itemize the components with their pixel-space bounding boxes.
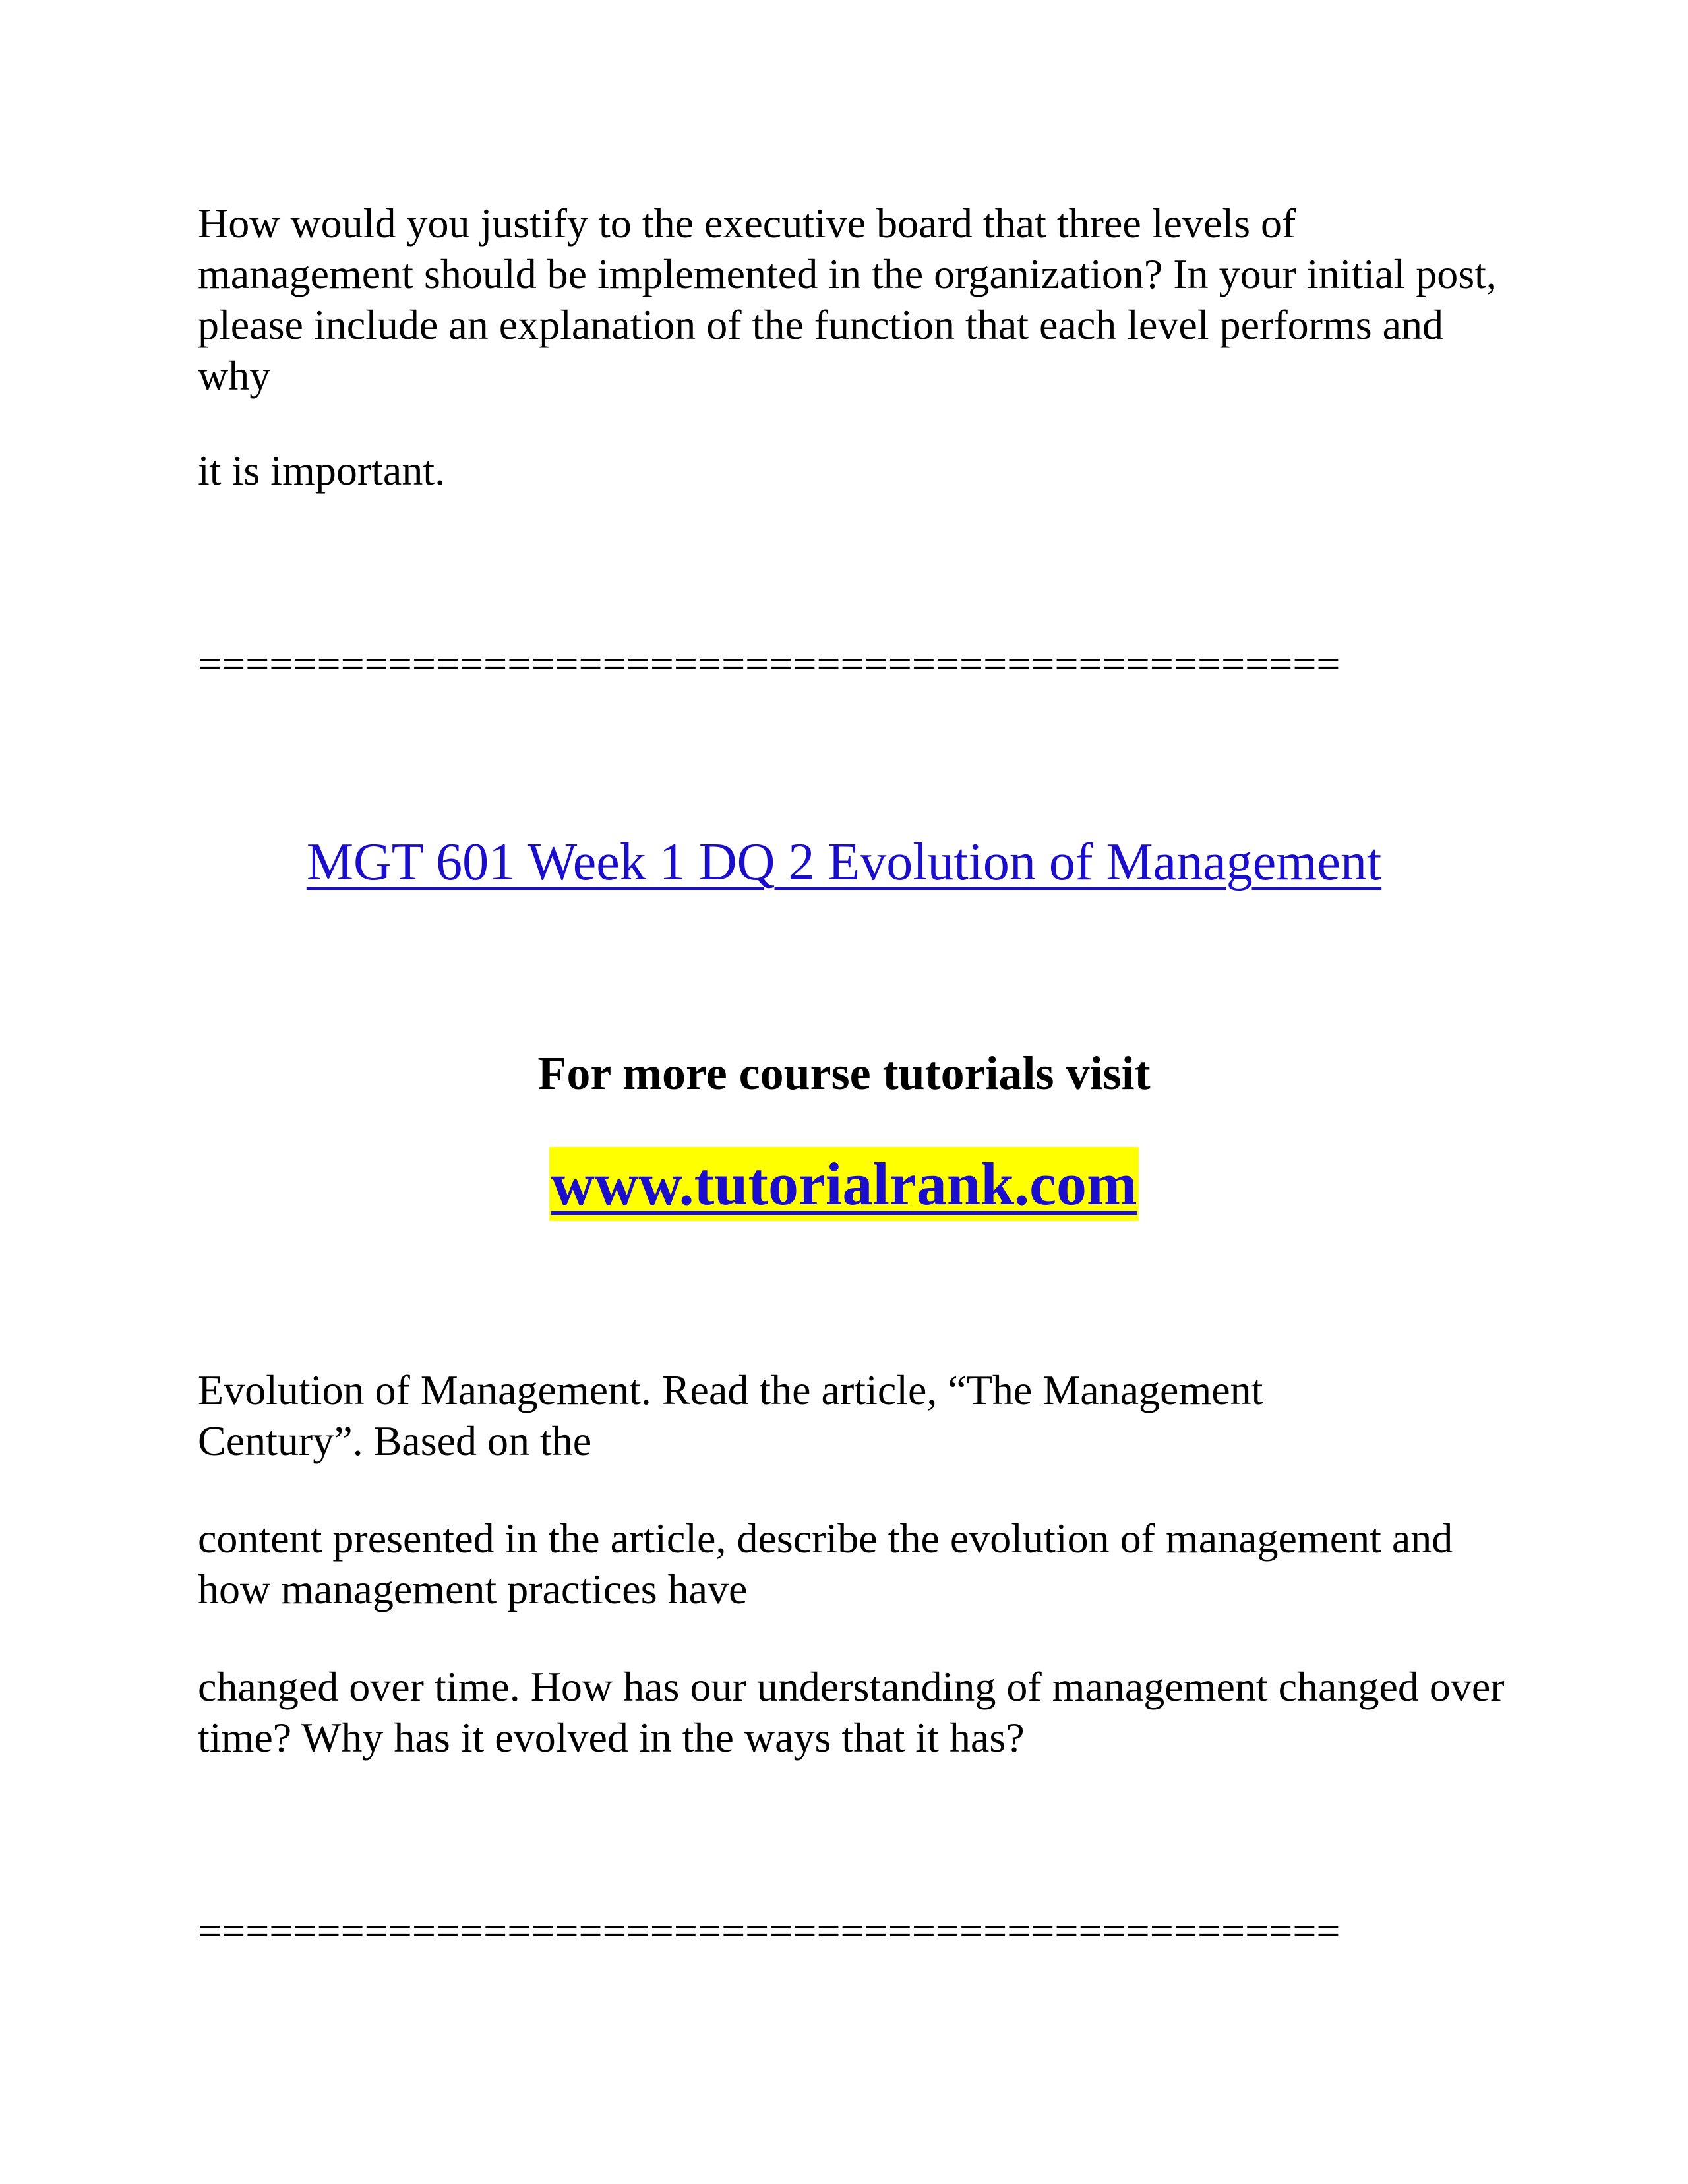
course-title-link[interactable]: MGT 601 Week 1 DQ 2 Evolution of Management bbox=[306, 833, 1382, 891]
tutorialrank-link[interactable]: www.tutorialrank.com bbox=[549, 1147, 1138, 1221]
evolution-paragraph-questions: changed over time. How has our understanding of management changed over time? Why has it evolved in the ways that it has? bbox=[198, 1663, 1505, 1761]
evolution-paragraph: Evolution of Management. Read the article, “The Management Century”. Based on the bbox=[198, 1367, 1263, 1464]
separator-line-bottom: ================================================ bbox=[198, 1907, 1341, 1954]
question-paragraph: How would you justify to the executive board that three levels of management should be implemented in the organization? In your initial post, please include an explanation of the function that each level performs and why bbox=[198, 200, 1497, 399]
visit-text: For more course tutorials visit bbox=[537, 1047, 1151, 1100]
evolution-paragraph-content: content presented in the article, describe the evolution of management and how management practices have bbox=[198, 1515, 1453, 1612]
site-link-container bbox=[0, 1147, 1688, 1221]
heading-link-container bbox=[0, 831, 1688, 894]
separator-line: ================================================ bbox=[198, 640, 1341, 687]
question-paragraph-end: it is important. bbox=[198, 447, 446, 494]
